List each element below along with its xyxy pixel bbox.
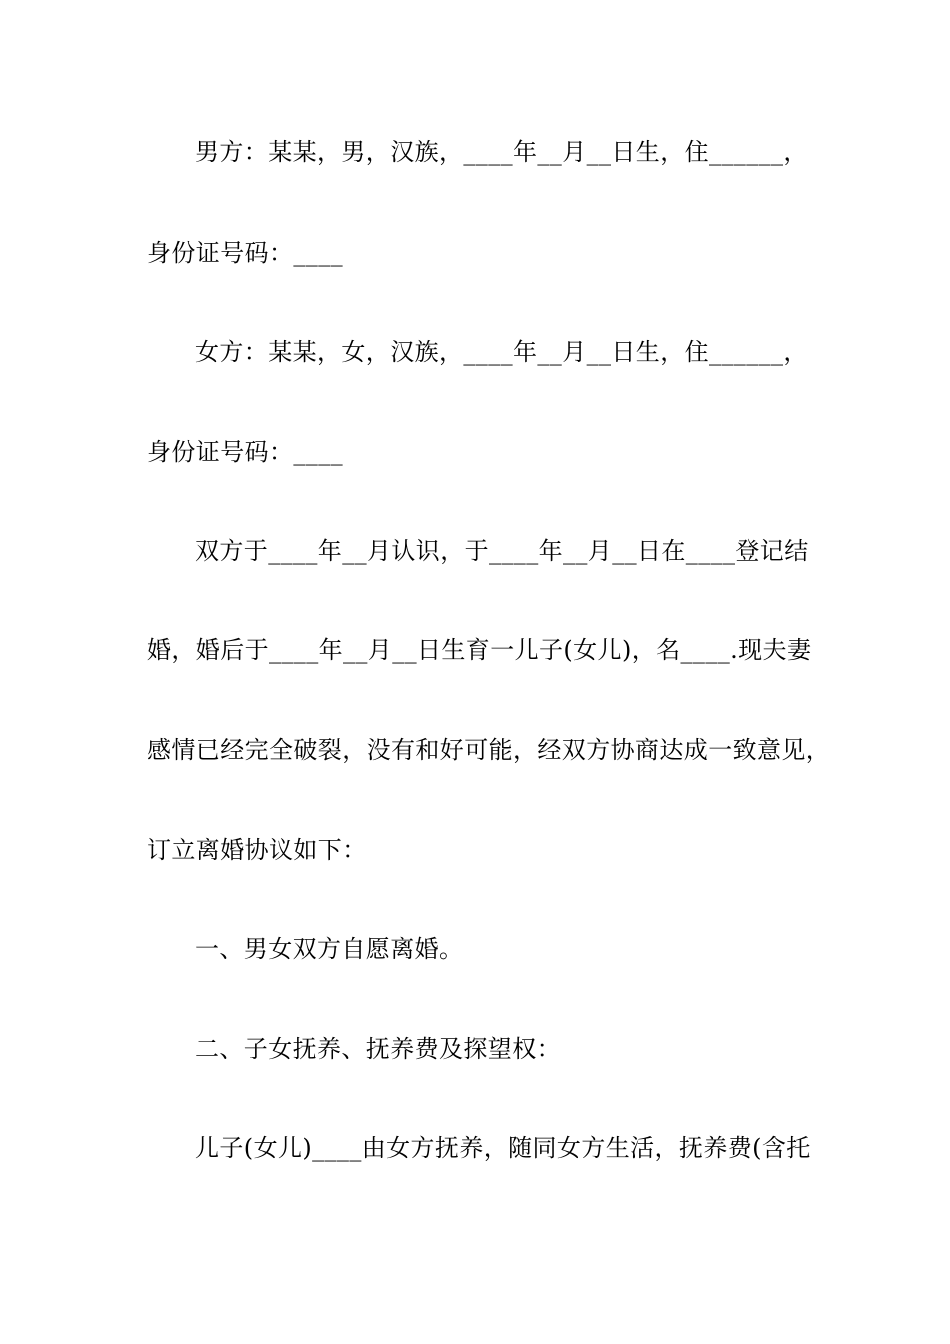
female-id-line: 身份证号码：____ — [147, 438, 343, 466]
clause-one: 一、男女双方自愿离婚。 — [195, 935, 464, 963]
female-party-line: 女方：某某，女，汉族，____年__月__日生，住______， — [195, 338, 808, 366]
male-party-line: 男方：某某，男，汉族，____年__月__日生，住______， — [195, 138, 808, 166]
male-id-line: 身份证号码：____ — [147, 239, 343, 267]
agreement-intro-line: 订立离婚协议如下： — [147, 836, 367, 864]
clause-two-detail: 儿子(女儿)____由女方抚养，随同女方生活，抚养费(含托 — [195, 1134, 811, 1162]
clause-two-heading: 二、子女抚养、抚养费及探望权： — [195, 1035, 561, 1063]
marriage-info-line-3: 感情已经完全破裂，没有和好可能，经双方协商达成一致意见， — [147, 736, 831, 764]
marriage-info-line-1: 双方于____年__月认识，于____年__月__日在____登记结 — [195, 537, 809, 565]
marriage-info-line-2: 婚，婚后于____年__月__日生育一儿子(女儿)，名____.现夫妻 — [147, 636, 812, 664]
